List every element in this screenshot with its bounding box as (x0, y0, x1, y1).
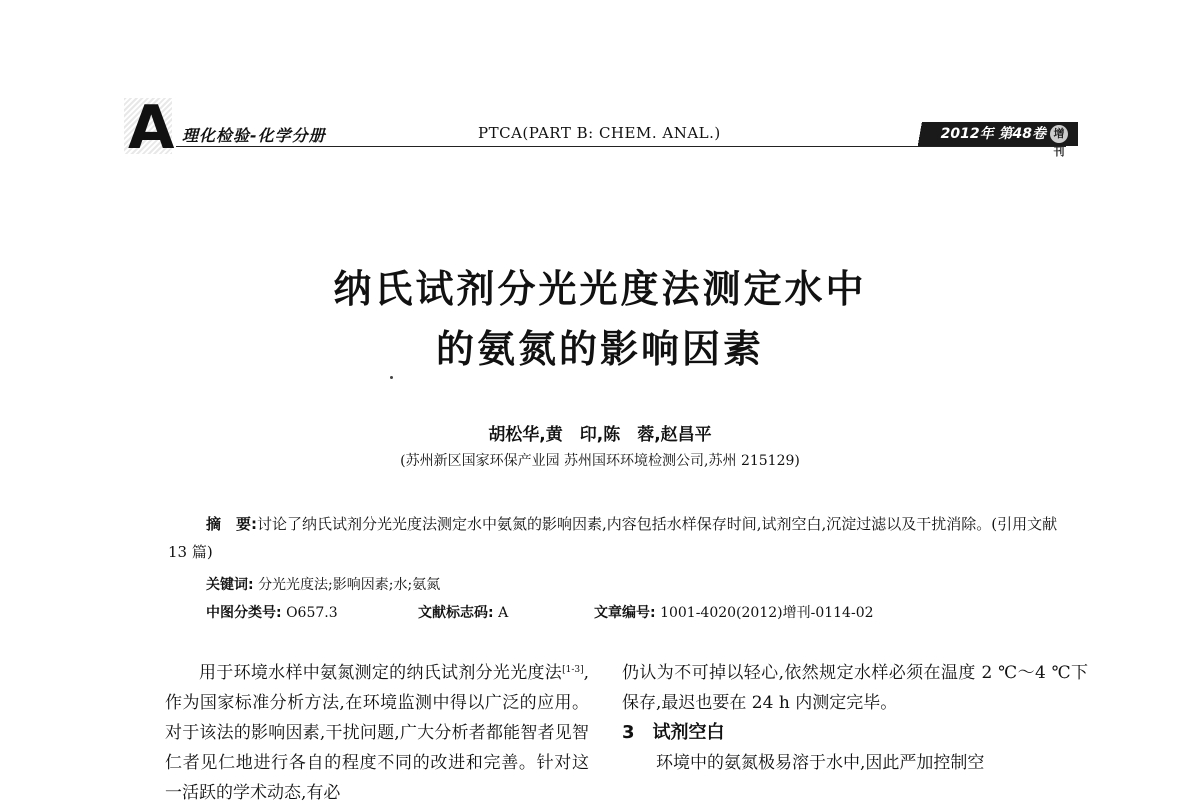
article-no-cell (594, 602, 874, 624)
doc-code-value: A (498, 605, 509, 621)
doc-code-label: 文献标志码: (418, 605, 494, 621)
body-paragraph (165, 658, 589, 808)
keywords-value: 分光光度法;影响因素;水;氨氮 (258, 577, 441, 593)
article-title-line1: 纳氏试剂分光光度法测定水中 (333, 267, 867, 311)
scan-speck (390, 376, 393, 379)
doc-code-cell (418, 602, 594, 624)
volume-tab (908, 122, 1078, 158)
abstract-label: 摘 要: (206, 515, 257, 533)
abstract (168, 510, 1068, 566)
paragraph-text-cont: ,作为国家标准分析方法,在环境监测中得以广泛的应用。对于该法的影响因素,干扰问题,广大分析者都能智者见智仁者见仁地进行各自的程度不同的改进和完善。针对这一活跃的学术动态,有必 (165, 663, 589, 803)
paragraph-text: 用于环境水样中氨氮测定的纳氏试剂分光光度法 (199, 663, 563, 683)
article-no-label: 文章编号: (594, 605, 656, 621)
article-title-line2: 的氨氮的影响因素 (435, 327, 764, 371)
citation-ref: [1-3] (562, 665, 584, 675)
classification-row (206, 602, 1066, 624)
body-left-column (165, 658, 589, 808)
keywords-row (206, 574, 440, 596)
body-right-column (622, 658, 1088, 778)
header-rule (176, 146, 1066, 147)
authors: 胡松华,黄 印,陈 蓉,赵昌平 (488, 425, 712, 445)
keywords-label: 关键词: (206, 577, 254, 593)
supplement-mark: 增刊 (1050, 125, 1068, 143)
body-paragraph-continued: 仍认为不可掉以轻心,依然规定水样必须在温度 2 ℃～4 ℃下保存,最迟也要在 24 h 内测定完毕。 (622, 663, 1088, 713)
section-name: 理化检验-化学分册 (182, 126, 326, 145)
clc-label: 中图分类号: (206, 605, 282, 621)
journal-logo: A (124, 98, 172, 154)
clc-cell (206, 602, 418, 624)
article-no-value: 1001-4020(2012)增刊-0114-02 (660, 605, 874, 621)
affiliation: (苏州新区国家环保产业园 苏州国环环境检测公司,苏州 215129) (400, 453, 800, 469)
abstract-text: 讨论了纳氏试剂分光光度法测定水中氨氮的影响因素,内容包括水样保存时间,试剂空白,沉淀过滤以及干扰消除。(引用文献 13 篇) (168, 515, 1058, 561)
section-heading (622, 718, 1088, 748)
section-title: 试剂空白 (652, 722, 725, 743)
section-paragraph: 环境中的氨氮极易溶于水中,因此严加控制空 (656, 753, 985, 773)
journal-name: PTCA(PART B: CHEM. ANAL.) (478, 124, 721, 142)
clc-value: O657.3 (286, 605, 338, 621)
section-number: 3 (622, 722, 635, 743)
volume-info: 2012年 第48卷 (940, 126, 1046, 142)
